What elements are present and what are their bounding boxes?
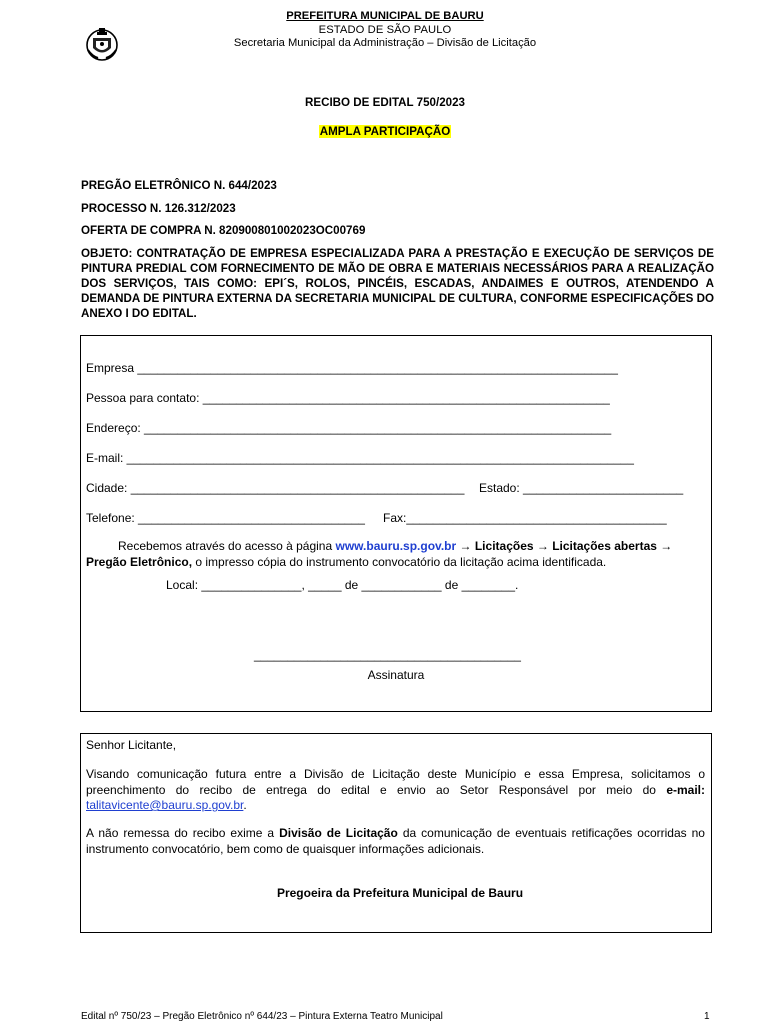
processo-number: PROCESSO N. 126.312/2023 xyxy=(81,202,236,215)
participation-banner xyxy=(0,125,770,138)
page-number: 1 xyxy=(704,1011,710,1022)
receipt-prefix: Recebemos através do acesso à página xyxy=(118,539,333,553)
local-date-field[interactable]: Local: _______________, _____ de ____________ de ________. xyxy=(166,578,519,592)
email-label: e-mail: xyxy=(666,782,705,797)
receipt-path: → Licitações → Licitações abertas → Pregão Eletrônico, xyxy=(86,539,673,569)
pregao-number: PREGÃO ELETRÔNICO N. 644/2023 xyxy=(81,179,277,192)
oferta-number: OFERTA DE COMPRA N. 820900801002023OC00769 xyxy=(81,224,366,237)
notice-signoff: Pregoeira da Prefeitura Municipal de Bauru xyxy=(276,886,524,900)
participation-highlight: AMPLA PARTICIPAÇÃO xyxy=(319,125,451,138)
notice-paragraph-1 xyxy=(86,767,705,814)
estado-field[interactable]: Estado: ________________________ xyxy=(479,481,684,495)
notice-para2-b: da comunicação de eventuais retificações ocorridas no instrumento convocatório, bem como de quaisquer informações adicionais. xyxy=(86,826,705,856)
signature-label: Assinatura xyxy=(367,668,425,682)
division-name: Divisão de Licitação xyxy=(279,826,398,840)
receipt-statement xyxy=(86,539,704,570)
notice-paragraph-2 xyxy=(86,826,705,857)
letterhead xyxy=(0,10,770,51)
telefone-field[interactable]: Telefone: __________________________________ xyxy=(86,511,365,525)
municipality-name: PREFEITURA MUNICIPAL DE BAURU xyxy=(286,10,484,22)
endereco-field[interactable]: Endereço: ______________________________________________________________________ xyxy=(86,421,612,435)
fax-field[interactable]: Fax:_______________________________________ xyxy=(383,511,667,525)
notice-para1-text: Visando comunicação futura entre a Divisão de Licitação deste Município e essa Empresa, solicitamos o preenchimento do recibo de entrega do edital e envio ao Setor Responsável por meio do xyxy=(86,767,705,797)
notice-para2-a: A não remessa do recibo exime a xyxy=(86,826,275,840)
receipt-suffix: o impresso cópia do instrumento convocatório da licitação acima identificada. xyxy=(195,554,607,569)
para1-end: . xyxy=(243,798,247,812)
cidade-field[interactable]: Cidade: __________________________________________________ xyxy=(86,481,465,495)
notice-greeting: Senhor Licitante, xyxy=(86,738,177,752)
document-title: RECIBO DE EDITAL 750/2023 xyxy=(304,96,465,109)
email-field[interactable]: E-mail: ____________________________________________________________________________ xyxy=(86,451,634,465)
bauru-website-link[interactable]: www.bauru.sp.gov.br xyxy=(335,539,457,553)
empresa-field[interactable]: Empresa ________________________________________________________________________ xyxy=(86,361,618,375)
state-name: ESTADO DE SÃO PAULO xyxy=(318,23,452,36)
contact-email-link[interactable]: talitavicente@bauru.sp.gov.br xyxy=(86,798,244,812)
contato-field[interactable]: Pessoa para contato: _____________________________________________________________ xyxy=(86,391,610,405)
footer-reference: Edital nº 750/23 – Pregão Eletrônico nº 644/23 – Pintura Externa Teatro Municipal xyxy=(81,1011,443,1022)
department-name: Secretaria Municipal da Administração – Divisão de Licitação xyxy=(233,37,537,49)
signature-line: ________________________________________ xyxy=(254,648,521,662)
objeto-description: OBJETO: CONTRATAÇÃO DE EMPRESA ESPECIALIZADA PARA A PRESTAÇÃO E EXECUÇÃO DE SERVIÇOS DE PINTURA PREDIAL COM FORNECIMENTO DE MÃO DE OBRA E MATERIAIS NECESSÁRIOS PARA A REALIZAÇÃO DOS SERVIÇOS, TAIS COMO: EPI´S, ROLOS, PINCÉIS, ESCADAS, ANDAIMES E OUTROS, ATENDENDO A DEMANDA DE PINTURA EXTERNA DA SECRETARIA MUNICIPAL DE CULTURA, CONFORME ESPECIFICAÇÕES DO ANEXO I DO EDITAL. xyxy=(81,247,714,320)
